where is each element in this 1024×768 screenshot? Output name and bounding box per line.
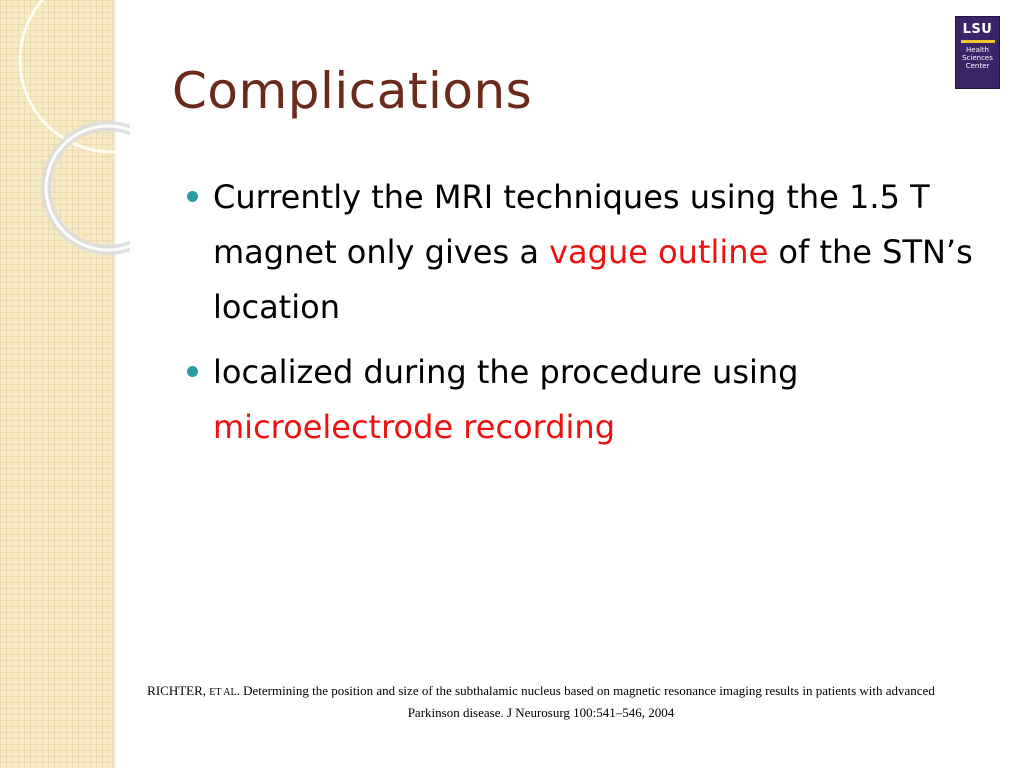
logo-line: Health xyxy=(966,46,989,54)
bullet-list xyxy=(184,170,994,465)
citation-etal: ET AL xyxy=(209,687,237,698)
citation-text: . Determining the position and size of the subthalamic nucleus based on magnetic resonance imaging results in patients with advanced Parkinson disease. J Neurosurg 100:541–546, 2004 xyxy=(236,683,935,720)
logo-line: Center xyxy=(965,62,990,70)
lsu-health-sciences-logo xyxy=(955,16,1000,89)
slide-title: Complications xyxy=(172,62,533,120)
bullet-item xyxy=(184,170,994,335)
citation-author: RICHTER, xyxy=(147,683,207,698)
bullet-dot-icon xyxy=(187,191,198,202)
citation xyxy=(130,681,952,723)
decorative-ring-inner xyxy=(46,126,130,250)
logo-line: Sciences xyxy=(962,54,993,62)
bullet-text: of the STN’s location xyxy=(213,233,973,326)
decorative-rings xyxy=(0,0,130,260)
bullet-highlight: vague outline xyxy=(549,233,769,271)
bullet-highlight: microelectrode recording xyxy=(213,408,615,446)
bullet-text: localized during the procedure using xyxy=(213,353,799,391)
logo-rule xyxy=(961,40,995,43)
logo-mark: LSU xyxy=(962,22,993,37)
bullet-item xyxy=(184,345,994,455)
bullet-dot-icon xyxy=(187,366,198,377)
bullet-text: Currently the MRI techniques using the 1.5 T magnet only gives a xyxy=(213,178,930,271)
